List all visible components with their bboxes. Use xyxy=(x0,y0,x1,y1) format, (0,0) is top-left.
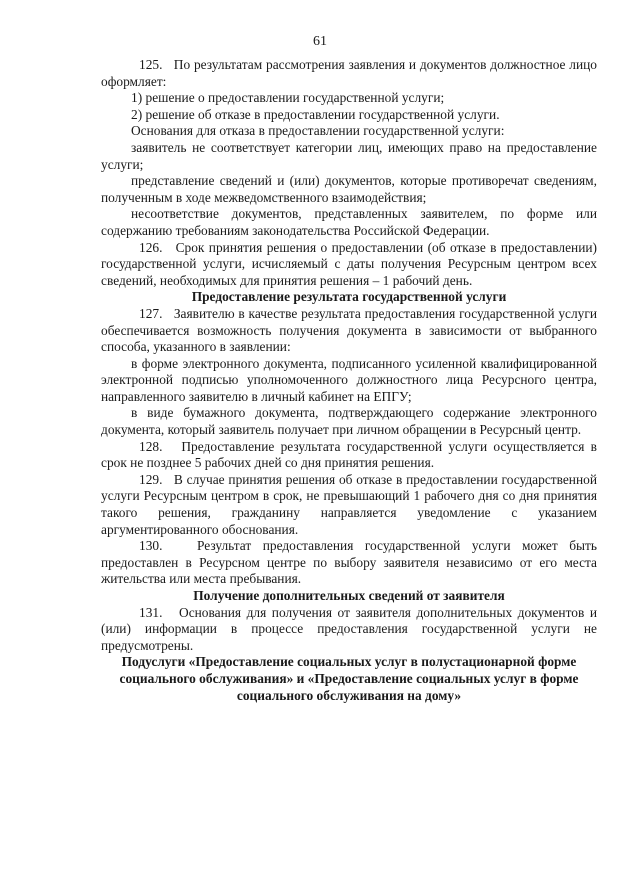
paragraph-125-ground-1: заявитель не соответствует категории лиц, имеющих право на предоставление услуги; xyxy=(101,139,597,172)
paragraph-125-ground-3: несоответствие документов, представленных заявителем, по форме или содержанию требованиям законодательства Российской Федерации. xyxy=(101,206,597,238)
paragraph-125: 125. По результатам рассмотрения заявления и документов должностное лицо оформляет: xyxy=(101,57,597,89)
paragraph-127-item-2: в виде бумажного документа, подтверждающего содержание электронного документа, который заявитель получает при личном обращении в Ресурсный центр. xyxy=(101,405,597,438)
paragraph-125-ground-2: представление сведений и (или) документов, которые противоречат сведениям, полученным в ходе межведомственного взаимодействия; xyxy=(101,173,597,205)
section-heading-subservices: Подуслуги «Предоставление социальных услуг в полустационарной форме социального обслуживания» и «Предоставление социальных услуг в форме социального обслуживания на дому» xyxy=(119,654,579,703)
document-body xyxy=(101,57,597,704)
section-heading-additional-info: Получение дополнительных сведений от заявителя xyxy=(193,588,505,603)
page-number: 61 xyxy=(313,34,327,49)
paragraph-127-item-1: в форме электронного документа, подписанного усиленной квалифицированной электронной подписью уполномоченного должностного лица Ресурсного центра, направленного заявителю в личный кабинет на ЕПГУ; xyxy=(101,355,597,404)
paragraph-125-grounds: Основания для отказа в предоставлении государственной услуги: xyxy=(131,123,505,139)
paragraph-126: 126. Срок принятия решения о предоставлении (об отказе в предоставлении) государственной услуги, исчисляемый с даты получения Ресурсным центром всех сведений, необходимых для принятия решения – 1 рабочий день. xyxy=(101,239,597,288)
section-heading-result: Предоставление результата государственной услуги xyxy=(191,289,507,305)
paragraph-125-item-2: 2) решение об отказе в предоставлении государственной услуги. xyxy=(131,106,500,122)
paragraph-129: 129. В случае принятия решения об отказе в предоставлении государственной услуги Ресурсным центром в срок, не превышающий 1 рабочего дня со дня принятия такого решения, гражданину направляется уведомление с указанием аргументированного обоснования. xyxy=(101,471,597,537)
paragraph-131: 131. Основания для получения от заявителя дополнительных документов и (или) информации в процессе предоставления государственной услуги не предусмотрены. xyxy=(101,604,597,653)
paragraph-125-item-1: 1) решение о предоставлении государственной услуги; xyxy=(131,90,445,106)
paragraph-128: 128. Предоставление результата государственной услуги осуществляется в срок не позднее 5 рабочих дней со дня принятия решения. xyxy=(101,438,597,471)
paragraph-127: 127. Заявителю в качестве результата предоставления государственной услуги обеспечивается возможность получения документа в зависимости от выбранного способа, указанного в заявлении: xyxy=(101,305,597,355)
paragraph-130: 130. Результат предоставления государственной услуги может быть предоставлен в Ресурсном центре по выбору заявителя независимо от его места жительства или места пребывания. xyxy=(101,538,597,587)
